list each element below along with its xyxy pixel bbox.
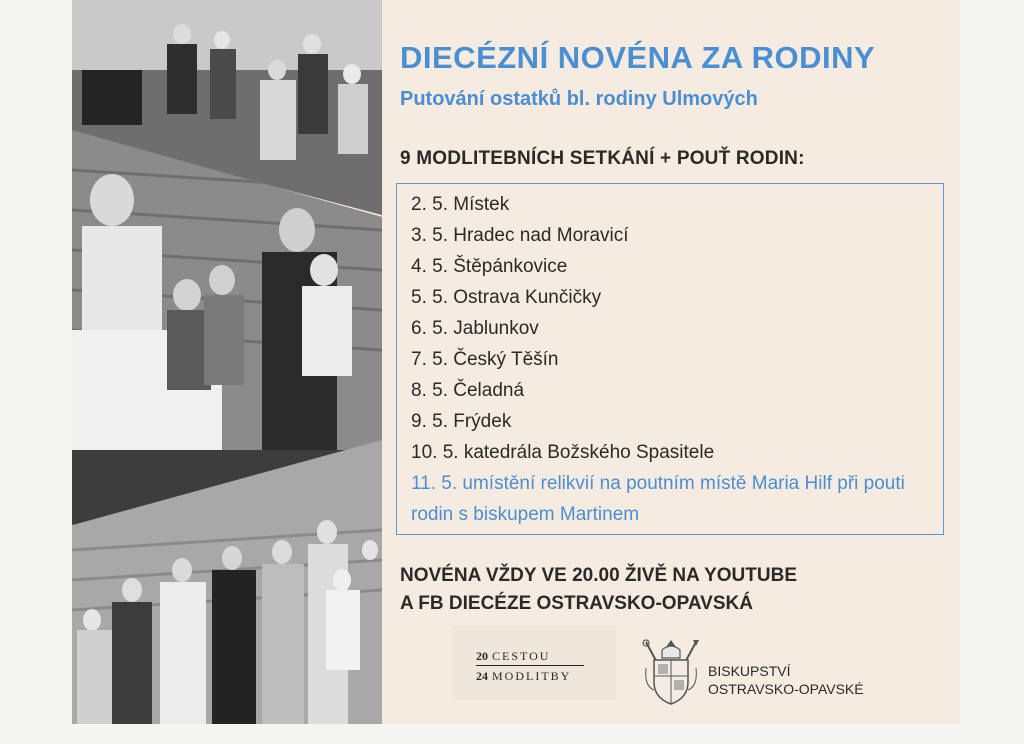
schedule-item: 9. 5. Frýdek — [411, 411, 512, 432]
diocese-coat-of-arms-icon — [640, 638, 702, 706]
schedule-item: 8. 5. Čeladná — [411, 380, 525, 401]
schedule-item: 3. 5. Hradec nad Moravicí — [411, 225, 629, 246]
schedule-list — [411, 189, 943, 530]
logo-word-top: CESTOU — [492, 649, 551, 663]
sessions-heading: 9 MODLITEBNÍCH SETKÁNÍ + POUŤ RODIN: — [400, 148, 805, 169]
poster-subtitle: Putování ostatků bl. rodiny Ulmových — [400, 88, 758, 110]
schedule-item: 7. 5. Český Těšín — [411, 349, 559, 370]
schedule-item-pilgrimage: 11. 5. umístění relikvií na poutním místě Maria Hilf při pouti rodin s biskupem Martinem — [411, 473, 905, 525]
family-photo-collage — [72, 0, 382, 724]
schedule-item: 6. 5. Jablunkov — [411, 318, 539, 339]
stream-info-line2: A FB DIECÉZE OSTRAVSKO-OPAVSKÁ — [400, 593, 753, 614]
diocese-name-line1: BISKUPSTVÍ — [708, 663, 791, 679]
schedule-item: 5. 5. Ostrava Kunčičky — [411, 287, 602, 308]
cestou-modlitby-logo — [452, 626, 616, 700]
diocese-name — [708, 662, 864, 698]
diocese-name-line2: OSTRAVSKO-OPAVSKÉ — [708, 681, 864, 697]
poster-title: DIECÉZNÍ NOVÉNA ZA RODINY — [400, 40, 876, 75]
schedule-item: 10. 5. katedrála Božského Spasitele — [411, 442, 715, 463]
logo-year-top: 20 — [476, 649, 488, 663]
poster — [72, 0, 960, 724]
stream-info-line1: NOVÉNA VŽDY VE 20.00 ŽIVĚ NA YOUTUBE — [400, 565, 797, 586]
stream-info — [400, 562, 797, 618]
schedule-box — [396, 183, 944, 535]
schedule-item: 4. 5. Štěpánkovice — [411, 256, 568, 277]
logo-word-bottom: MODLITBY — [492, 669, 572, 683]
schedule-item: 2. 5. Místek — [411, 194, 510, 215]
logo-divider — [476, 665, 584, 666]
logo-year-bottom: 24 — [476, 669, 488, 683]
